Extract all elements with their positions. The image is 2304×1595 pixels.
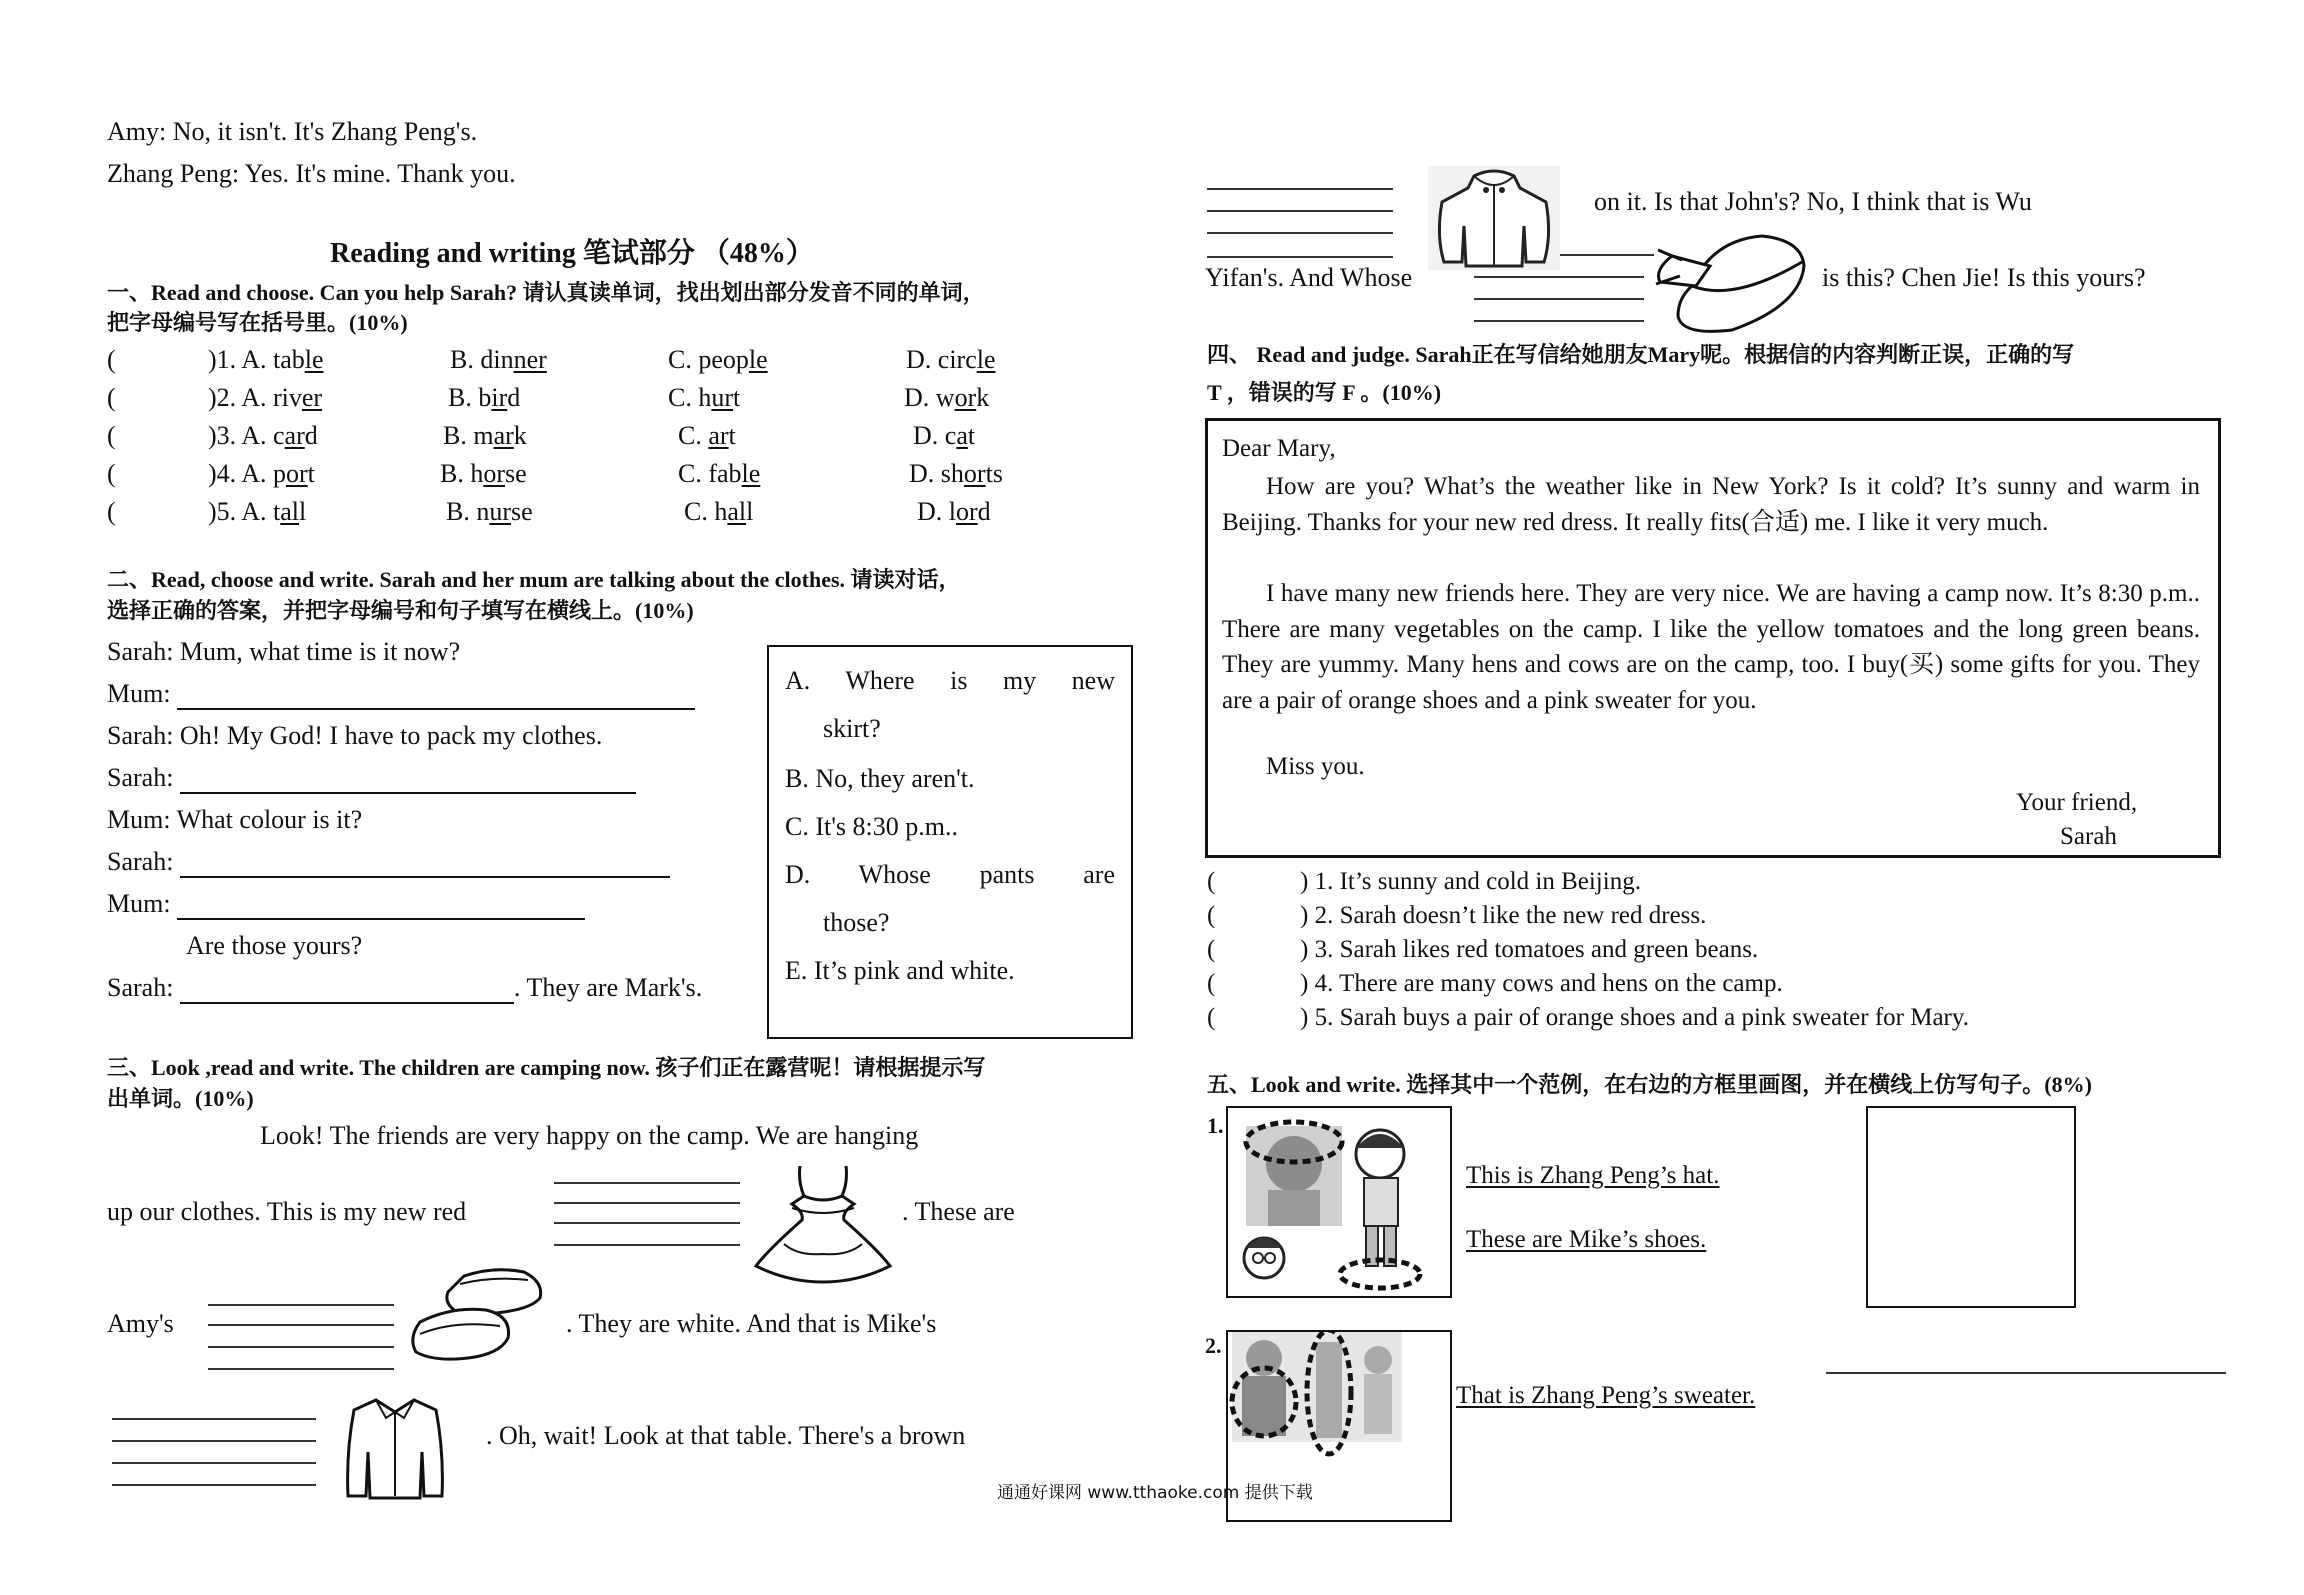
q3-heading-a: 三、Look ,read and write. The children are camping now. 孩子们正在露营呢！请根据提示写 (107, 1055, 986, 1080)
shirt-icon (340, 1392, 450, 1504)
choice-b: B. mark (443, 421, 527, 450)
option-d-cont: those? (823, 908, 890, 937)
option-a: A. Where is my new (785, 666, 1115, 695)
writing-line[interactable] (1207, 256, 1393, 258)
writing-line[interactable] (112, 1484, 316, 1486)
q2-heading-a: 二、Read, choose and write. Sarah and her mum are talking about the clothes. 请读对话， (107, 567, 961, 592)
hat-icon (1652, 226, 1812, 338)
q2-line: Mum: What colour is it? (107, 805, 363, 834)
q2-heading-b: 选择正确的答案，并把字母编号和句子填写在横线上。(10%) (107, 598, 694, 623)
choice-b: B. dinner (450, 345, 547, 374)
choice-d: D. cat (913, 421, 976, 450)
q3-text-r2: Yifan's. And Whose (1205, 263, 1413, 292)
writing-line[interactable] (208, 1368, 394, 1370)
choice-b: B. bird (448, 383, 521, 412)
letter-signature: Sarah (2060, 823, 2117, 850)
dialogue-line-1: Amy: No, it isn't. It's Zhang Peng's. (107, 117, 478, 146)
shoes-icon (404, 1262, 554, 1368)
choice-d: D. lord (917, 497, 991, 526)
writing-line[interactable] (208, 1346, 394, 1348)
q4-heading-a: 四、 Read and judge. Sarah正在写信给她朋友Mary呢。根据信的内容判断正误，正确的写 (1207, 342, 2075, 367)
choice-c: C. people (668, 345, 768, 374)
choice-row: )5. A. tall (208, 497, 307, 526)
option-d: D. Whose pants are (785, 860, 1115, 889)
q3-text-1: Look! The friends are very happy on the camp. We are hanging (260, 1121, 919, 1150)
q1-heading-a: 一、Read and choose. Can you help Sarah? 请认真读单词，找出划出部分发音不同的单词， (107, 280, 985, 305)
jacket-icon (1428, 166, 1560, 270)
q2-line: Sarah: (107, 762, 636, 794)
choice-c: C. fable (678, 459, 761, 488)
example-sentence-2: That is Zhang Peng’s sweater. (1456, 1382, 1756, 1409)
q3-text-3b: . They are white. And that is Mike's (566, 1309, 937, 1338)
writing-line[interactable] (208, 1324, 394, 1326)
dress-icon (748, 1160, 898, 1284)
paren-open: ( (107, 383, 116, 412)
writing-line[interactable] (112, 1462, 316, 1464)
writing-line[interactable] (1474, 320, 1644, 322)
writing-line[interactable] (554, 1244, 740, 1246)
paren-open: ( (1207, 902, 1216, 929)
choice-row: )4. A. port (208, 459, 315, 488)
q2-line: Are those yours? (186, 931, 363, 960)
q3-text-2: up our clothes. This is my new red (107, 1197, 467, 1226)
option-b: B. No, they aren't. (785, 764, 975, 793)
writing-line[interactable] (1207, 232, 1393, 234)
writing-line[interactable] (554, 1182, 740, 1184)
answer-blank[interactable] (180, 978, 514, 1004)
writing-line[interactable] (208, 1304, 394, 1306)
drawing-box[interactable] (1866, 1106, 2076, 1308)
choice-b: B. nurse (446, 497, 533, 526)
q2-line: Sarah: . They are Mark's. (107, 973, 703, 1002)
judge-item: ) 5. Sarah buys a pair of orange shoes and a pink sweater for Mary. (1300, 1004, 1969, 1031)
option-a-cont: skirt? (823, 714, 881, 743)
paren-open: ( (107, 345, 116, 374)
paren-open: ( (107, 497, 116, 526)
answer-blank[interactable] (177, 894, 585, 920)
writing-line[interactable] (112, 1418, 316, 1420)
writing-line[interactable] (554, 1202, 740, 1204)
paren-open: ( (107, 459, 116, 488)
choice-row: )1. A. table (208, 345, 324, 374)
paren-open: ( (1207, 868, 1216, 895)
q3-heading-b: 出单词。(10%) (107, 1086, 254, 1111)
choice-c: C. hall (684, 497, 754, 526)
paren-open: ( (1207, 936, 1216, 963)
q3-text-3: Amy's (107, 1309, 174, 1338)
q3-text-r2b: is this? Chen Jie! Is this yours? (1822, 263, 2146, 292)
children-icon (1228, 1108, 1450, 1296)
q2-line: Mum: (107, 888, 585, 920)
option-e: E. It’s pink and white. (785, 956, 1015, 985)
choice-d: D. work (904, 383, 990, 412)
choice-b: B. horse (440, 459, 527, 488)
letter-paragraph-3: Miss you. (1266, 753, 1365, 780)
writing-line[interactable] (1560, 254, 1654, 256)
paren-open: ( (107, 421, 116, 450)
choice-d: D. shorts (909, 459, 1003, 488)
answer-blank[interactable] (180, 852, 670, 878)
example-sentence-1b: These are Mike’s shoes. (1466, 1226, 1707, 1253)
writing-line[interactable] (1474, 298, 1644, 300)
letter-paragraph-2: I have many new friends here. They are very nice. We are having a camp now. It’s 8:30 p.m.. There are many vegetables on the camp. I like the yellow tomatoes and the long green beans. They are yummy. Many hens and cows are on the camp, too. I buy(买) some gifts for you. They are a pair of orange shoes and a pink sweater for you. (1222, 580, 2200, 714)
dialogue-line-2: Zhang Peng: Yes. It's mine. Thank you. (107, 159, 516, 188)
q2-line: Sarah: Mum, what time is it now? (107, 637, 461, 666)
q3-text-r1: on it. Is that John's? No, I think that is Wu (1594, 187, 2032, 216)
paren-open: ( (1207, 970, 1216, 997)
answer-blank[interactable] (180, 768, 636, 794)
example-sentence-1a: This is Zhang Peng’s hat. (1466, 1162, 1720, 1189)
writing-line[interactable] (554, 1222, 740, 1224)
q4-heading-b: T ，错误的写 F 。(10%) (1207, 380, 1442, 405)
example-number-2: 2. (1205, 1333, 1222, 1358)
judge-item: ) 3. Sarah likes red tomatoes and green beans. (1300, 936, 1759, 963)
q2-line: Sarah: (107, 846, 670, 878)
writing-line[interactable] (112, 1440, 316, 1442)
writing-line[interactable] (1474, 276, 1644, 278)
q3-text-4: . Oh, wait! Look at that table. There's a brown (486, 1421, 966, 1450)
choice-row: )3. A. card (208, 421, 318, 450)
q1-heading-b: 把字母编号写在括号里。(10%) (107, 310, 408, 335)
letter-closing: Your friend, (2016, 789, 2138, 816)
writing-line[interactable] (1826, 1372, 2226, 1374)
footer-watermark: 通通好课网 www.tthaoke.com 提供下载 (997, 1483, 1313, 1503)
letter-greeting: Dear Mary, (1222, 435, 1336, 462)
judge-item: ) 1. It’s sunny and cold in Beijing. (1300, 868, 1641, 895)
q3-text-2b: . These are (902, 1197, 1015, 1226)
example-number-1: 1. (1207, 1113, 1224, 1138)
judge-item: ) 4. There are many cows and hens on the camp. (1300, 970, 1783, 997)
q2-line: Mum: (107, 678, 695, 710)
letter-paragraph-1: How are you? What’s the weather like in New York? Is it cold? It’s sunny and warm in Beijing. Thanks for your new red dress. It really fits(合适) me. I like it very much. (1222, 473, 2200, 536)
writing-line[interactable] (1207, 188, 1393, 190)
example-picture-1 (1226, 1106, 1452, 1298)
letter-box (1205, 418, 2221, 858)
choice-d: D. circle (906, 345, 996, 374)
choice-row: )2. A. river (208, 383, 323, 412)
answer-blank[interactable] (177, 684, 695, 710)
paren-open: ( (1207, 1004, 1216, 1031)
option-c: C. It's 8:30 p.m.. (785, 812, 958, 841)
q2-line: Sarah: Oh! My God! I have to pack my clothes. (107, 721, 603, 750)
judge-item: ) 2. Sarah doesn’t like the new red dress. (1300, 902, 1707, 929)
q5-heading: 五、Look and write. 选择其中一个范例，在右边的方框里画图，并在横线上仿写句子。(8%) (1207, 1072, 2092, 1097)
writing-line[interactable] (1207, 210, 1393, 212)
q2-options-box (767, 645, 1133, 1039)
section-title: Reading and writing 笔试部分 （48%） (330, 238, 814, 269)
choice-c: C. art (678, 421, 736, 450)
choice-c: C. hurt (668, 383, 741, 412)
